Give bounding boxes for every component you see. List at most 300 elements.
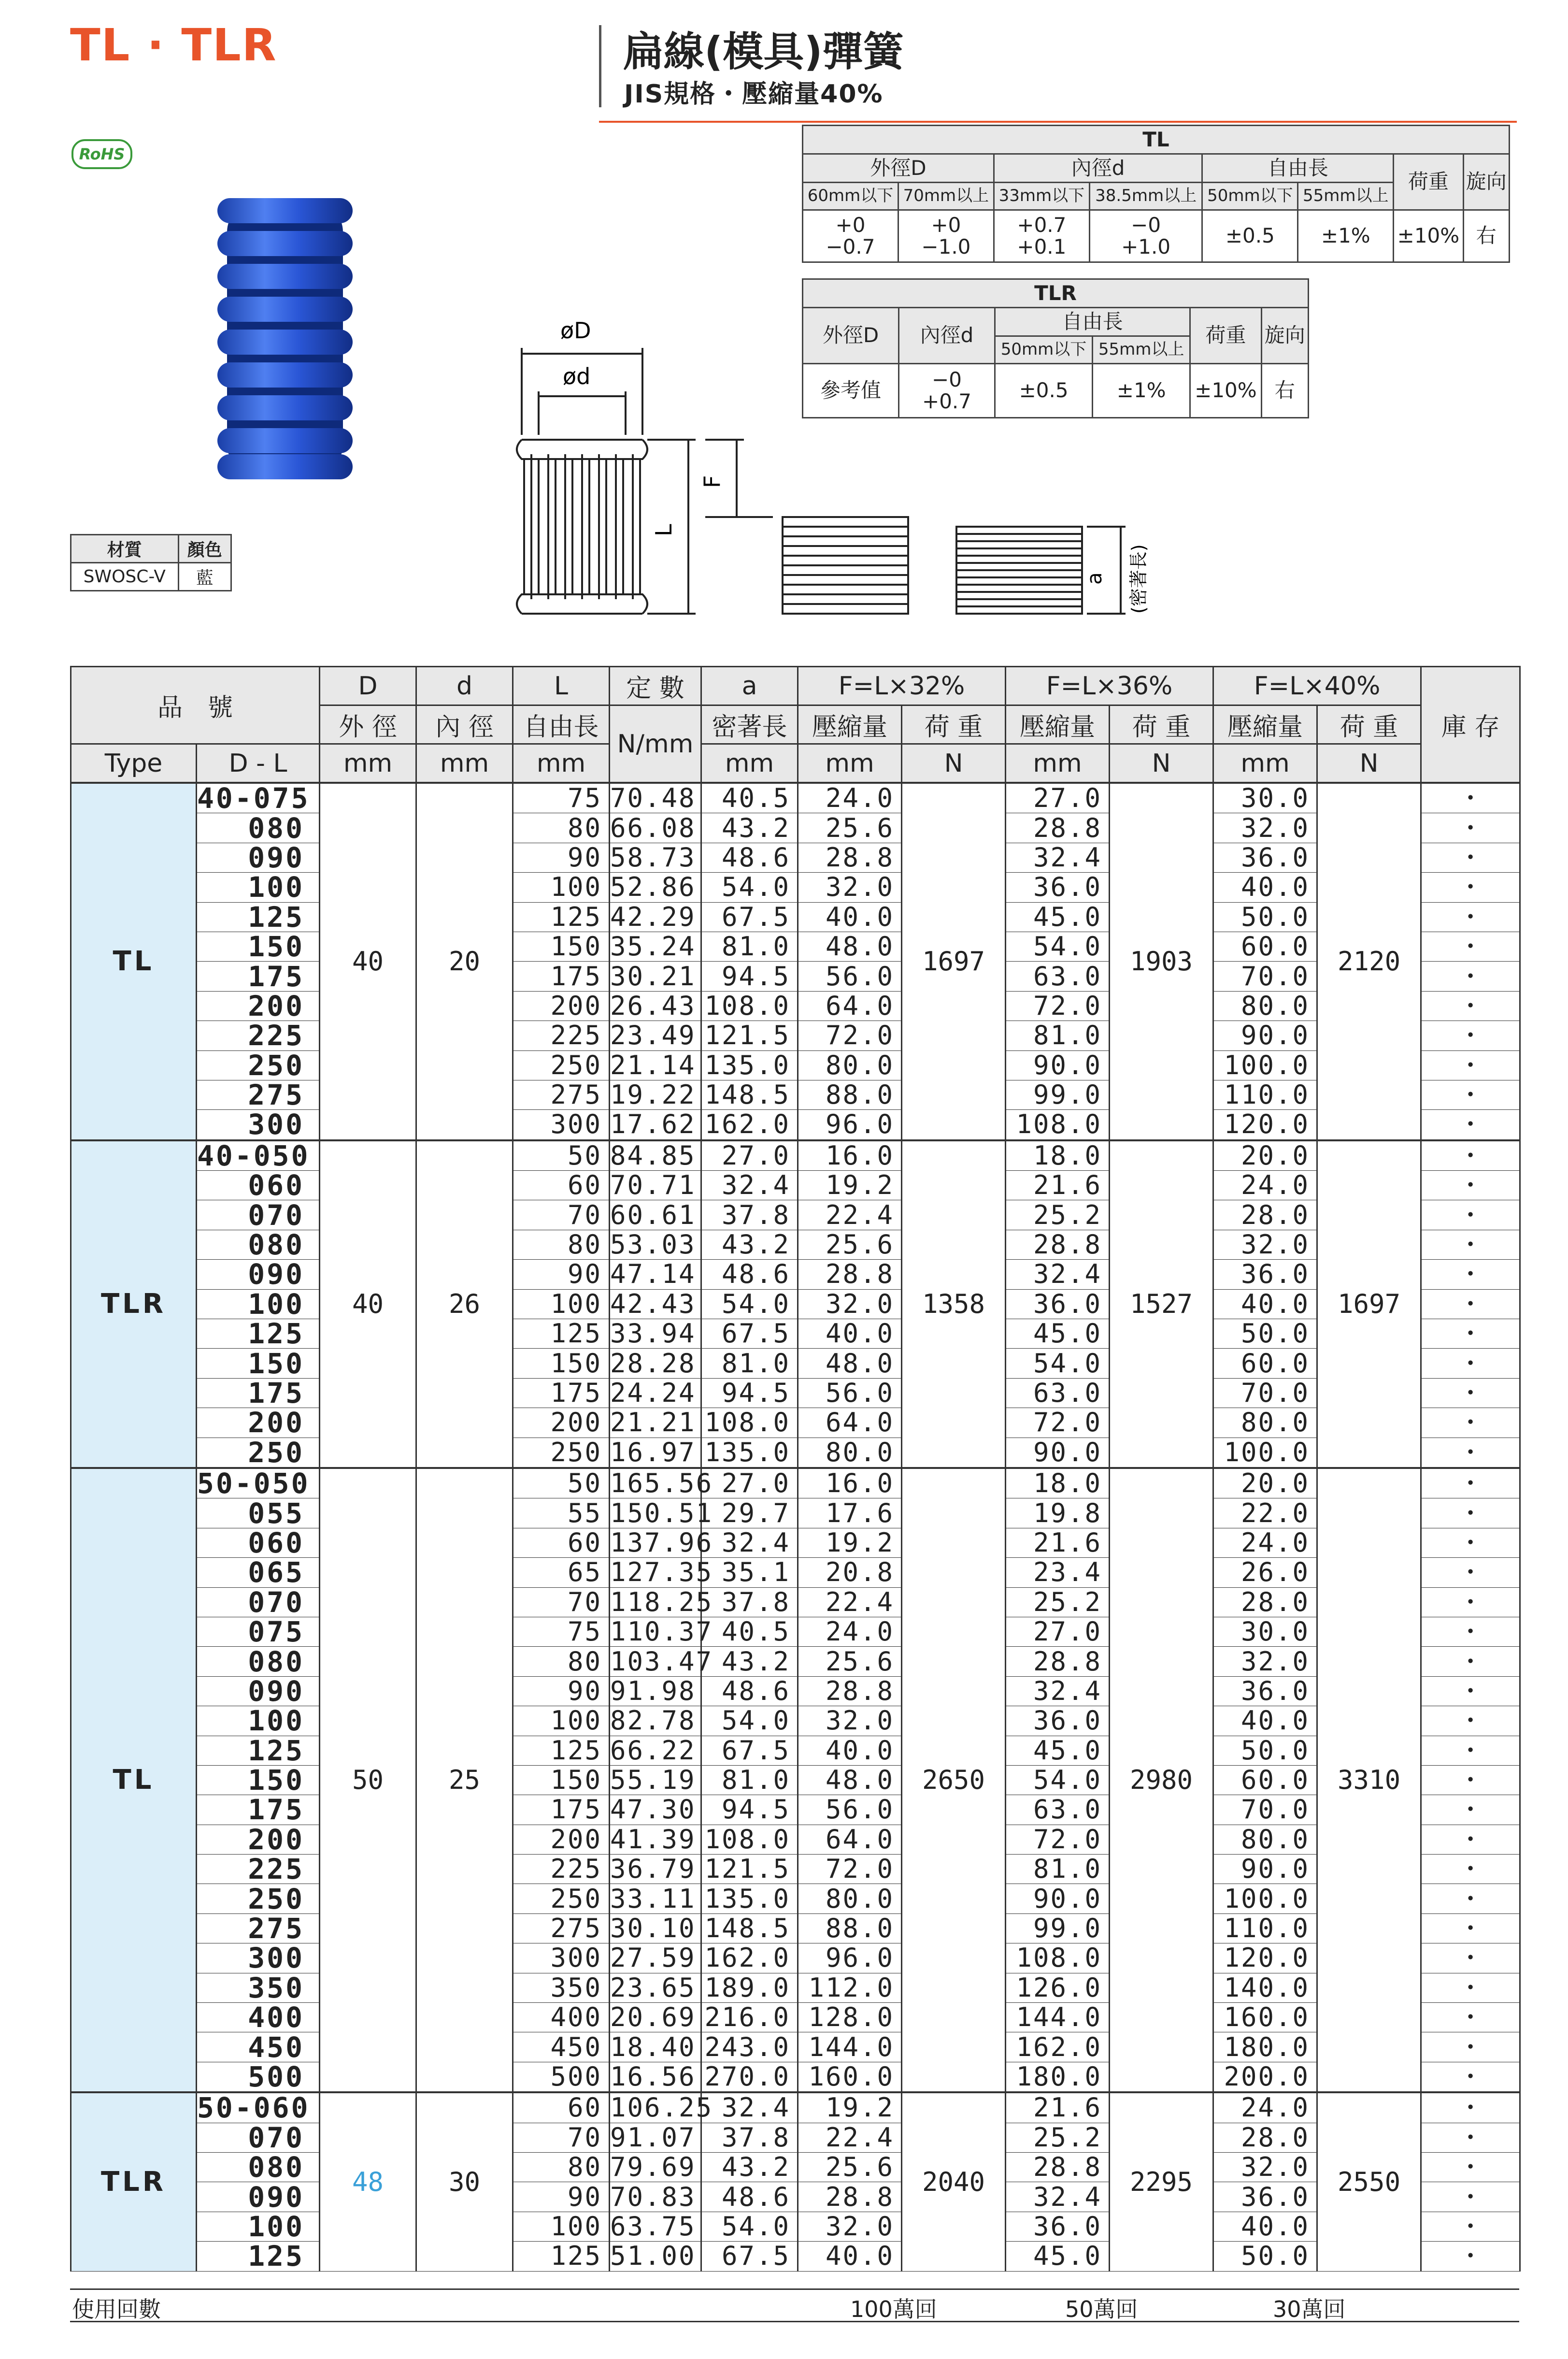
tlr-tol-free-sub1: 50mm以下 — [995, 336, 1093, 364]
comp32-cell: 56.0 — [798, 962, 902, 991]
comp32-cell: 28.8 — [798, 2182, 902, 2212]
comp40-cell: 100.0 — [1213, 1438, 1317, 1468]
inner-dia-header: 內 徑 — [416, 705, 513, 744]
stock-mark: ・ — [1421, 1349, 1520, 1378]
free-length-cell: 100 — [513, 2212, 610, 2241]
comp36-cell: 54.0 — [1006, 1349, 1110, 1378]
free-length-cell: 200 — [513, 1408, 610, 1438]
cycle-life-label: 使用回數 — [72, 2296, 161, 2322]
comp36-cell: 32.4 — [1006, 843, 1110, 872]
free-length-cell: 100 — [513, 1289, 610, 1319]
solid-length-cell: 148.5 — [701, 1913, 798, 1943]
stock-mark: ・ — [1421, 1558, 1520, 1587]
spec-table — [70, 666, 1521, 2272]
comp36-cell: 25.2 — [1006, 1200, 1110, 1230]
stock-mark: ・ — [1421, 1528, 1520, 1557]
comp32-cell: 48.0 — [798, 932, 902, 961]
part-code-cell: 40-050 — [197, 1140, 320, 1171]
spring-constant-cell: 60.61 — [610, 1200, 701, 1230]
comp36-cell: 54.0 — [1006, 932, 1110, 961]
stock-mark: ・ — [1421, 813, 1520, 843]
free-length-cell: 225 — [513, 1021, 610, 1050]
solid-length-cell: 108.0 — [701, 991, 798, 1021]
comp40-cell: 20.0 — [1213, 1140, 1317, 1171]
solid-length-cell: 54.0 — [701, 1289, 798, 1319]
comp32-cell: 20.8 — [798, 1558, 902, 1587]
comp36-cell: 126.0 — [1006, 1973, 1110, 2002]
comp40-cell: 24.0 — [1213, 1171, 1317, 1200]
comp32-cell: 72.0 — [798, 1021, 902, 1050]
solid-length-cell: 29.7 — [701, 1498, 798, 1528]
comp36-cell: 90.0 — [1006, 1438, 1110, 1468]
comp40-cell: 100.0 — [1213, 1050, 1317, 1080]
tlr-tol-inner-val: −0 +0.7 — [899, 364, 995, 418]
comp32-cell: 48.0 — [798, 1765, 902, 1795]
page-title: 扁線(模具)彈簧 — [623, 28, 904, 75]
comp40-cell: 50.0 — [1213, 902, 1317, 932]
comp40-cell: 50.0 — [1213, 1319, 1317, 1349]
solid-length-cell: 81.0 — [701, 1349, 798, 1378]
part-code-cell: 070 — [197, 1587, 320, 1617]
comp36-cell: 21.6 — [1006, 1528, 1110, 1557]
stock-mark: ・ — [1421, 783, 1520, 813]
part-code-cell: 275 — [197, 1913, 320, 1943]
comp32-cell: 24.0 — [798, 1617, 902, 1646]
comp36-cell: 45.0 — [1006, 1736, 1110, 1765]
part-code-cell: 065 — [197, 1558, 320, 1587]
comp40-cell: 40.0 — [1213, 1706, 1317, 1736]
table-row — [71, 813, 1520, 843]
comp32-cell: 24.0 — [798, 783, 902, 813]
tl-tol-inner-val2: −0 +1.0 — [1089, 210, 1202, 262]
solid-length-cell: 37.8 — [701, 1200, 798, 1230]
spring-constant-cell: 110.37 — [610, 1616, 713, 1647]
comp36-cell: 28.8 — [1006, 2152, 1110, 2182]
comp40-cell: 70.0 — [1213, 1795, 1317, 1825]
unit-comp40: mm — [1213, 744, 1317, 783]
stock-mark: ・ — [1421, 2212, 1520, 2241]
header-rule — [599, 121, 1517, 123]
stock-mark: ・ — [1421, 1706, 1520, 1736]
spring-constant-cell: 30.10 — [610, 1913, 701, 1943]
part-code-cell: 150 — [197, 1349, 320, 1378]
free-length-cell: 50 — [513, 1140, 610, 1171]
stock-mark: ・ — [1421, 2092, 1520, 2123]
load36-cell: 2295 — [1110, 2092, 1213, 2271]
solid-length-cell: 35.1 — [701, 1558, 798, 1587]
stock-mark: ・ — [1421, 1855, 1520, 1884]
table-row — [71, 2182, 1520, 2212]
spring-constant-cell: 82.78 — [610, 1706, 701, 1736]
free-length-cell: 75 — [513, 1617, 610, 1646]
tl-tol-outer-label: 外徑D — [803, 154, 994, 183]
comp32-cell: 28.8 — [798, 843, 902, 872]
table-row — [71, 1528, 1520, 1557]
comp32-cell: 64.0 — [798, 991, 902, 1021]
comp36-cell: 90.0 — [1006, 1050, 1110, 1080]
tl-tol-free-val2: ±1% — [1298, 210, 1394, 262]
comp40-cell: 24.0 — [1213, 2092, 1317, 2123]
tl-tol-inner-sub2: 38.5mm以上 — [1089, 183, 1202, 210]
id-label: ød — [563, 363, 591, 389]
load40-cell: 3310 — [1317, 1468, 1421, 2092]
outer-dia-cell: 40 — [320, 1140, 416, 1468]
table-row — [71, 1378, 1520, 1408]
stock-mark: ・ — [1421, 843, 1520, 872]
free-length-cell: 400 — [513, 2003, 610, 2032]
comp40-cell: 140.0 — [1213, 1973, 1317, 2002]
tl-tol-outer-sub1: 60mm以下 — [803, 183, 898, 210]
comp40-cell: 50.0 — [1213, 1736, 1317, 1765]
stock-mark: ・ — [1421, 1438, 1520, 1468]
stock-mark: ・ — [1421, 2242, 1520, 2271]
color-header: 顏色 — [178, 535, 231, 563]
part-code-cell: 250 — [197, 1050, 320, 1080]
tlr-tol-load-val: ±10% — [1190, 364, 1261, 418]
table-row — [71, 991, 1520, 1021]
stock-mark: ・ — [1421, 1617, 1520, 1646]
solid-length-cell: 162.0 — [701, 1943, 798, 1973]
solid-length-cell: 108.0 — [701, 1408, 798, 1438]
comp36-cell: 72.0 — [1006, 1825, 1110, 1854]
part-code-cell: 080 — [197, 2152, 320, 2182]
tlr-tol-outer-label: 外徑D — [803, 308, 899, 364]
stock-mark: ・ — [1421, 1765, 1520, 1795]
comp36-cell: 36.0 — [1006, 2212, 1110, 2241]
tl-tol-free-label: 自由長 — [1202, 154, 1394, 183]
comp36-cell: 21.6 — [1006, 1171, 1110, 1200]
spring-constant-cell: 21.14 — [610, 1050, 701, 1080]
comp32-cell: 16.0 — [798, 1468, 902, 1498]
part-code-cell: 150 — [197, 1765, 320, 1795]
comp40-cell: 120.0 — [1213, 1110, 1317, 1140]
col-d-header: d — [416, 667, 513, 705]
table-row — [71, 1647, 1520, 1676]
comp40-cell: 80.0 — [1213, 1408, 1317, 1438]
free-length-cell: 275 — [513, 1080, 610, 1109]
part-code-cell: 200 — [197, 991, 320, 1021]
part-code-cell: 250 — [197, 1884, 320, 1913]
comp32-cell: 25.6 — [798, 1647, 902, 1676]
comp32-cell: 144.0 — [798, 2032, 902, 2062]
load40-cell: 1697 — [1317, 1140, 1421, 1468]
solid-length-cell: 32.4 — [701, 1528, 798, 1557]
table-row — [71, 1855, 1520, 1884]
stock-mark: ・ — [1421, 2152, 1520, 2182]
comp40-cell: 60.0 — [1213, 932, 1317, 961]
solid-length-cell: 40.5 — [701, 1617, 798, 1646]
comp32-cell: 22.4 — [798, 2123, 902, 2152]
comp40-cell: 40.0 — [1213, 873, 1317, 902]
unit-comp32: mm — [798, 744, 902, 783]
free-length-cell: 55 — [513, 1498, 610, 1528]
type-cell: TL — [71, 1468, 197, 2092]
tl-tol-caption: TL — [803, 126, 1510, 154]
stock-header: 庫 存 — [1421, 667, 1520, 783]
free-length-cell: 175 — [513, 962, 610, 991]
solid-length-cell: 94.5 — [701, 1378, 798, 1408]
comp40-cell: 60.0 — [1213, 1349, 1317, 1378]
comp36-cell: 28.8 — [1006, 1647, 1110, 1676]
solid-length-cell: 135.0 — [701, 1884, 798, 1913]
solid-length-cell: 37.8 — [701, 2123, 798, 2152]
comp36-cell: 32.4 — [1006, 2182, 1110, 2212]
comp36-cell: 28.8 — [1006, 1230, 1110, 1259]
stock-mark: ・ — [1421, 1140, 1520, 1171]
free-length-cell: 125 — [513, 2242, 610, 2271]
free-length-cell: 250 — [513, 1884, 610, 1913]
comp40-cell: 24.0 — [1213, 1528, 1317, 1557]
solid-length-cell: 54.0 — [701, 2212, 798, 2241]
table-row — [71, 783, 1520, 813]
material-header: 材質 — [71, 535, 179, 563]
comp32-cell: 19.2 — [798, 1528, 902, 1557]
header-divider — [599, 25, 601, 107]
comp32-cell: 32.0 — [798, 1289, 902, 1319]
comp40-cell: 32.0 — [1213, 1230, 1317, 1259]
spring-constant-cell: 103.47 — [610, 1646, 713, 1677]
solid-length-cell: 67.5 — [701, 1319, 798, 1349]
tl-tol-free-sub2: 55mm以上 — [1298, 183, 1394, 210]
comp32-cell: 80.0 — [798, 1438, 902, 1468]
solid-length-cell: 43.2 — [701, 1647, 798, 1676]
outer-dia-header: 外 徑 — [320, 705, 416, 744]
comp36-cell: 36.0 — [1006, 1706, 1110, 1736]
inner-dia-cell: 30 — [416, 2092, 513, 2271]
spring-constant-cell: 84.85 — [610, 1140, 701, 1171]
comp36-cell: 72.0 — [1006, 991, 1110, 1021]
stock-mark: ・ — [1421, 991, 1520, 1021]
comp40-cell: 120.0 — [1213, 1943, 1317, 1973]
tl-tol-dir-val: 右 — [1463, 210, 1509, 262]
col-a-header: a — [701, 667, 798, 705]
part-code-cell: 080 — [197, 813, 320, 843]
tl-tol-outer-sub2: 70mm以上 — [898, 183, 994, 210]
free-length-cell: 250 — [513, 1050, 610, 1080]
stock-mark: ・ — [1421, 2182, 1520, 2212]
inner-dia-cell: 26 — [416, 1140, 513, 1468]
table-row — [71, 873, 1520, 902]
spring-constant-cell: 42.29 — [610, 902, 701, 932]
comp32-cell: 17.6 — [798, 1498, 902, 1528]
color-value: 藍 — [178, 563, 231, 591]
table-row — [71, 1230, 1520, 1259]
part-code-cell: 300 — [197, 1110, 320, 1140]
col-f40-header: F=L×40% — [1213, 667, 1421, 705]
comp36-cell: 63.0 — [1006, 1795, 1110, 1825]
free-length-cell: 150 — [513, 932, 610, 961]
comp32-cell: 25.6 — [798, 2152, 902, 2182]
table-row — [71, 1943, 1520, 1973]
comp36-cell: 18.0 — [1006, 1140, 1110, 1171]
comp40-cell: 36.0 — [1213, 2182, 1317, 2212]
spring-constant-cell: 79.69 — [610, 2152, 701, 2182]
solid-length-cell: 37.8 — [701, 1587, 798, 1617]
spring-constant-cell: 70.71 — [610, 1171, 701, 1200]
free-length-cell: 60 — [513, 1528, 610, 1557]
comp36-cell: 108.0 — [1006, 1943, 1110, 1973]
spring-constant-cell: 66.22 — [610, 1736, 701, 1765]
solid-length-cell: 48.6 — [701, 1676, 798, 1706]
comp36-cell: 21.6 — [1006, 2092, 1110, 2123]
free-length-cell: 300 — [513, 1943, 610, 1973]
solid-length-header: 密著長 — [701, 705, 798, 744]
part-code-cell: 060 — [197, 1171, 320, 1200]
type-cell: TLR — [71, 1140, 197, 1468]
spring-constant-cell: 23.65 — [610, 1973, 701, 2002]
part-number-header: 品 號 — [71, 667, 320, 744]
free-length-cell: 80 — [513, 2152, 610, 2182]
comp32-cell: 32.0 — [798, 2212, 902, 2241]
solid-length-cell: 48.6 — [701, 1260, 798, 1289]
comp32-cell: 28.8 — [798, 1676, 902, 1706]
comp32-cell: 40.0 — [798, 1736, 902, 1765]
table-row — [71, 1260, 1520, 1289]
part-code-cell: 125 — [197, 902, 320, 932]
solid-length-label: (密著長) — [1128, 544, 1149, 614]
cycle-life-row — [70, 2288, 1519, 2322]
table-row — [71, 1438, 1520, 1468]
free-length-cell: 65 — [513, 1558, 610, 1587]
stock-mark: ・ — [1421, 1171, 1520, 1200]
solid-length-cell: 81.0 — [701, 932, 798, 961]
free-length-cell: 70 — [513, 2123, 610, 2152]
table-row — [71, 1349, 1520, 1378]
cycle-life-40: 30萬回 — [1273, 2296, 1346, 2322]
unit-a: mm — [701, 744, 798, 783]
comp32-cell: 56.0 — [798, 1378, 902, 1408]
spring-constant-cell: 24.24 — [610, 1378, 701, 1408]
outer-dia-cell: 48 — [320, 2092, 416, 2271]
table-row — [71, 902, 1520, 932]
free-length-cell: 100 — [513, 873, 610, 902]
table-row — [71, 1408, 1520, 1438]
stock-mark: ・ — [1421, 1110, 1520, 1140]
unit-load40: N — [1317, 744, 1421, 783]
comp36-cell: 18.0 — [1006, 1468, 1110, 1498]
table-row — [71, 2242, 1520, 2271]
comp32-cell: 16.0 — [798, 1140, 902, 1171]
solid-length-cell: 67.5 — [701, 1736, 798, 1765]
spring-constant-cell: 17.62 — [610, 1110, 701, 1140]
load40-cell: 2550 — [1317, 2092, 1421, 2271]
spring-constant-cell: 26.43 — [610, 991, 701, 1021]
part-code-cell: 275 — [197, 1080, 320, 1109]
solid-length-cell: 216.0 — [701, 2003, 798, 2032]
comp40-cell: 160.0 — [1213, 2003, 1317, 2032]
comp40-cell: 30.0 — [1213, 1617, 1317, 1646]
part-code-cell: 450 — [197, 2032, 320, 2062]
comp40-header: 壓縮量 — [1213, 705, 1317, 744]
tlr-tol-inner-label: 內徑d — [899, 308, 995, 364]
type-header: Type — [71, 744, 197, 783]
free-length-cell: 175 — [513, 1795, 610, 1825]
table-row — [71, 1200, 1520, 1230]
solid-length-cell: 148.5 — [701, 1080, 798, 1109]
stock-mark: ・ — [1421, 1378, 1520, 1408]
free-length-cell: 200 — [513, 991, 610, 1021]
comp32-cell: 160.0 — [798, 2062, 902, 2092]
part-code-cell: 100 — [197, 1289, 320, 1319]
stock-mark: ・ — [1421, 1230, 1520, 1259]
solid-length-cell: 67.5 — [701, 2242, 798, 2271]
free-length-cell: 70 — [513, 1587, 610, 1617]
comp36-cell: 32.4 — [1006, 1676, 1110, 1706]
spring-constant-cell: 55.19 — [610, 1765, 701, 1795]
rohs-badge: RoHS — [71, 139, 132, 169]
comp36-cell: 72.0 — [1006, 1408, 1110, 1438]
comp40-cell: 36.0 — [1213, 1676, 1317, 1706]
spring-constant-cell: 91.98 — [610, 1676, 701, 1706]
load36-cell: 1903 — [1110, 783, 1213, 1140]
unit-comp36: mm — [1006, 744, 1110, 783]
free-length-cell: 80 — [513, 1647, 610, 1676]
comp40-cell: 30.0 — [1213, 783, 1317, 813]
comp40-cell: 60.0 — [1213, 1765, 1317, 1795]
table-row — [71, 1973, 1520, 2002]
part-code-cell: 500 — [197, 2062, 320, 2092]
free-length-header: 自由長 — [513, 705, 610, 744]
spring-constant-cell: 20.69 — [610, 2003, 701, 2032]
unit-load32: N — [902, 744, 1006, 783]
comp36-cell: 180.0 — [1006, 2062, 1110, 2092]
comp32-cell: 22.4 — [798, 1587, 902, 1617]
comp40-cell: 28.0 — [1213, 1200, 1317, 1230]
table-row — [71, 932, 1520, 961]
load32-header: 荷 重 — [902, 705, 1006, 744]
tlr-tol-free-label: 自由長 — [995, 308, 1190, 336]
inner-dia-cell: 20 — [416, 783, 513, 1140]
tlr-tol-free-val2: ±1% — [1093, 364, 1190, 418]
stock-mark: ・ — [1421, 1647, 1520, 1676]
comp36-cell: 63.0 — [1006, 962, 1110, 991]
part-code-cell: 080 — [197, 1647, 320, 1676]
comp40-cell: 80.0 — [1213, 991, 1317, 1021]
stock-mark: ・ — [1421, 1289, 1520, 1319]
part-code-cell: 225 — [197, 1855, 320, 1884]
table-row — [71, 1706, 1520, 1736]
a-label: a — [1083, 572, 1106, 585]
tlr-tol-dir-label: 旋向 — [1261, 308, 1308, 364]
comp32-cell: 25.6 — [798, 813, 902, 843]
tlr-tol-free-sub2: 55mm以上 — [1093, 336, 1190, 364]
comp36-cell: 27.0 — [1006, 783, 1110, 813]
tl-tol-inner-val1: +0.7 +0.1 — [994, 210, 1089, 262]
table-row — [71, 1765, 1520, 1795]
solid-length-cell: 135.0 — [701, 1050, 798, 1080]
comp36-cell: 45.0 — [1006, 902, 1110, 932]
comp40-cell: 100.0 — [1213, 1884, 1317, 1913]
comp36-cell: 99.0 — [1006, 1913, 1110, 1943]
spring-constant-cell: 35.24 — [610, 932, 701, 961]
tl-tolerance-table — [802, 125, 1510, 263]
table-row — [71, 1050, 1520, 1080]
table-row — [71, 1080, 1520, 1109]
stock-mark: ・ — [1421, 1913, 1520, 1943]
comp36-cell: 19.8 — [1006, 1498, 1110, 1528]
type-cell: TLR — [71, 2092, 197, 2271]
part-code-cell: 125 — [197, 2242, 320, 2271]
free-length-cell: 175 — [513, 1378, 610, 1408]
tlr-tol-free-val1: ±0.5 — [995, 364, 1093, 418]
table-row — [71, 1319, 1520, 1349]
outer-dia-cell: 50 — [320, 1468, 416, 2092]
comp40-cell: 32.0 — [1213, 813, 1317, 843]
comp32-cell: 88.0 — [798, 1913, 902, 1943]
page-subtitle: JIS規格・壓縮量40% — [624, 80, 884, 109]
tl-tol-load-label: 荷重 — [1394, 154, 1463, 210]
comp40-cell: 20.0 — [1213, 1468, 1317, 1498]
